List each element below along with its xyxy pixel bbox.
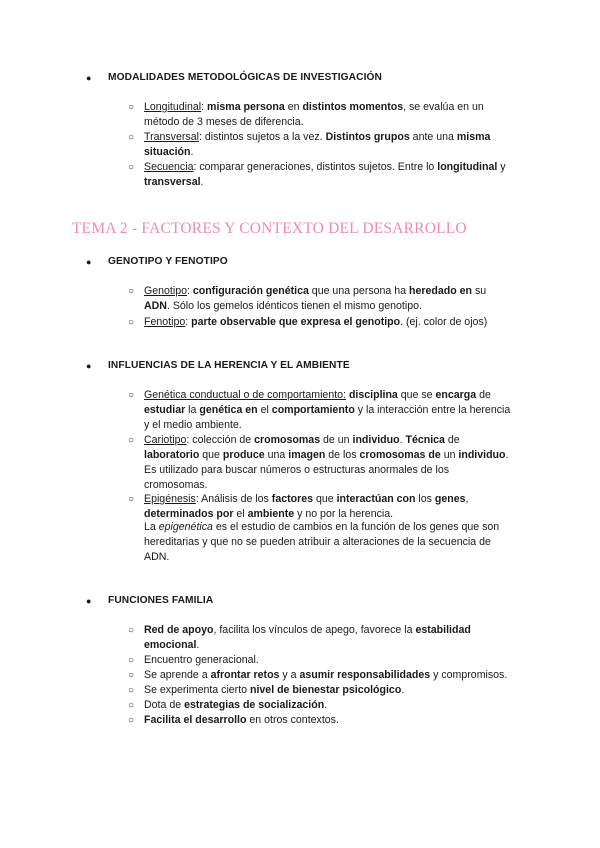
term-fenotipo: Fenotipo <box>144 316 186 328</box>
sub-bullet-marker: ○ <box>128 162 135 173</box>
list-item-transversal: ○ Transversal: distintos sujetos a la vez. Distintos grupos ante una misma situación. <box>128 131 491 158</box>
sub-bullet-marker: ○ <box>128 102 135 113</box>
section-heading-modalidades: MODALIDADES METODOLÓGICAS DE INVESTIGACIÓN <box>108 72 382 83</box>
term-genetica-conductual: Genética conductual o de comportamiento: <box>144 389 346 401</box>
sub-bullet-marker: ○ <box>128 286 135 297</box>
list-item-cariotipo: ○ Cariotipo: colección de cromosomas de un individuo. Técnica de laboratorio que produce una imagen de los cromosomas de un individuo. Es utilizado para buscar números o estructuras anormales de los cromosomas. <box>128 434 509 491</box>
term-cariotipo: Cariotipo <box>144 434 187 446</box>
bullet-marker: ● <box>86 596 92 606</box>
sub-bullet-marker: ○ <box>128 685 135 696</box>
chapter-title: TEMA 2 - FACTORES Y CONTEXTO DEL DESARROLLO <box>72 220 467 237</box>
list-item-epigenesis: ○ Epigénesis: Análisis de los factores que interactúan con los genes, determinados por el ambiente y no por la herencia. <box>128 493 469 520</box>
list-item-encuentro: ○ Encuentro generacional. <box>128 654 259 666</box>
sub-bullet-marker: ○ <box>128 715 135 726</box>
sub-bullet-marker: ○ <box>128 435 135 446</box>
bullet-marker: ● <box>86 361 92 371</box>
section-heading-funciones-familia: FUNCIONES FAMILIA <box>108 595 214 606</box>
list-item-fenotipo: ○ Fenotipo: parte observable que expresa el genotipo. (ej. color de ojos) <box>128 316 488 328</box>
sub-bullet-marker: ○ <box>128 494 135 505</box>
section-heading-influencias: INFLUENCIAS DE LA HERENCIA Y EL AMBIENTE <box>108 360 350 371</box>
list-item-genetica-conductual: ○ Genética conductual o de comportamiento: disciplina que se encarga de estudiar la genética en el comportamiento y la interacción entre la herencia y el medio ambiente. <box>128 389 511 431</box>
list-item-secuencia: ○ Secuencia: comparar generaciones, distintos sujetos. Entre lo longitudinal y transversal. <box>128 161 506 188</box>
bullet-marker: ● <box>86 73 92 83</box>
sub-bullet-marker: ○ <box>128 670 135 681</box>
list-item-afrontar-retos: ○ Se aprende a afrontar retos y a asumir responsabilidades y compromisos. <box>128 669 508 681</box>
list-item-bienestar: ○ Se experimenta cierto nivel de bienestar psicológico. <box>128 684 405 696</box>
sub-bullet-marker: ○ <box>128 132 135 143</box>
sub-bullet-marker: ○ <box>128 655 135 666</box>
sub-bullet-marker: ○ <box>128 317 135 328</box>
term-transversal: Transversal <box>144 131 199 143</box>
sub-bullet-marker: ○ <box>128 390 135 401</box>
list-item-socializacion: ○ Dota de estrategias de socialización. <box>128 699 328 711</box>
list-item-genotipo: ○ Genotipo: configuración genética que una persona ha heredado en su ADN. Sólo los gemelos idénticos tienen el mismo genotipo. <box>128 285 487 312</box>
term-longitudinal: Longitudinal <box>144 101 202 113</box>
term-secuencia: Secuencia <box>144 161 194 173</box>
list-item-red-de-apoyo: ○ Red de apoyo, facilita los vínculos de apego, favorece la estabilidad emocional. <box>128 624 471 651</box>
section-heading-genotipo: GENOTIPO Y FENOTIPO <box>108 256 228 267</box>
list-item-desarrollo: ○ Facilita el desarrollo en otros contextos. <box>128 714 339 726</box>
sub-bullet-marker: ○ <box>128 625 135 636</box>
sub-bullet-marker: ○ <box>128 700 135 711</box>
term-epigenesis: Epigénesis <box>144 493 196 505</box>
bullet-marker: ● <box>86 257 92 267</box>
list-item-longitudinal: ○ Longitudinal: misma persona en distintos momentos, se evalúa en un método de 3 meses de diferencia. <box>128 101 484 128</box>
term-genotipo: Genotipo <box>144 285 187 297</box>
epigenetica-paragraph: La epigenética es el estudio de cambios en la función de los genes que son hereditarias y que no se pueden atribuir a alteraciones de la secuencia de ADN. <box>144 521 500 563</box>
